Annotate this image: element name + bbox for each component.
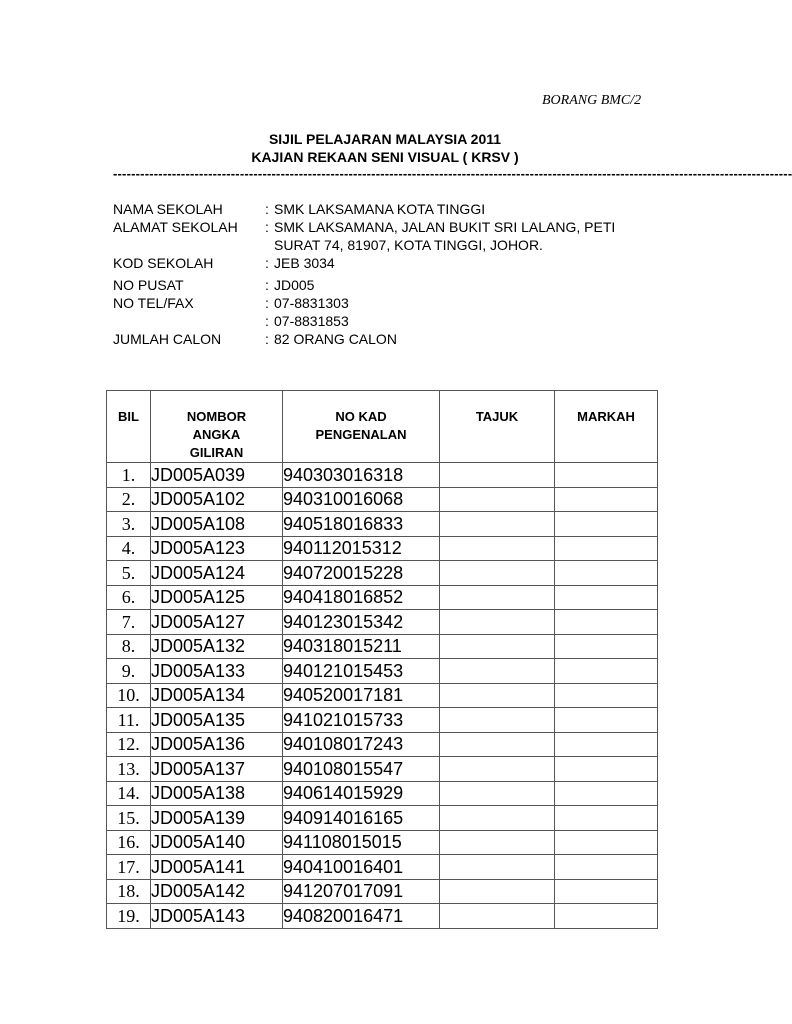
cell-no-kad-pengenalan: 940518016833	[283, 512, 440, 537]
cell-no-kad-pengenalan: 940318015211	[283, 634, 440, 659]
cell-markah	[555, 879, 658, 904]
table-body	[107, 463, 658, 929]
cell-tajuk	[440, 732, 555, 757]
colon: :	[265, 313, 269, 329]
cell-nombor-angka-giliran: JD005A140	[151, 830, 283, 855]
cell-bil: 1.	[107, 463, 151, 488]
total-label: JUMLAH CALON	[113, 331, 222, 347]
subject-title: KAJIAN REKAAN SENI VISUAL ( KRSV )	[251, 149, 519, 165]
school-info	[113, 200, 673, 348]
table-row	[107, 757, 658, 782]
form-code: BORANG BMC/2	[542, 93, 642, 108]
cell-markah	[555, 487, 658, 512]
total-row	[113, 330, 673, 348]
cell-markah	[555, 536, 658, 561]
cell-bil: 15.	[107, 806, 151, 831]
cell-nombor-angka-giliran: JD005A135	[151, 708, 283, 733]
address-value	[274, 218, 673, 254]
cell-tajuk	[440, 659, 555, 684]
table-row	[107, 879, 658, 904]
cell-no-kad-pengenalan: 940820016471	[283, 904, 440, 929]
fax-value: 07-8831853	[274, 313, 349, 329]
cell-bil: 2.	[107, 487, 151, 512]
cell-bil: 11.	[107, 708, 151, 733]
cell-markah	[555, 806, 658, 831]
table-row	[107, 855, 658, 880]
cell-tajuk	[440, 879, 555, 904]
telfax-label: NO TEL/FAX	[113, 295, 194, 311]
cell-nombor-angka-giliran: JD005A141	[151, 855, 283, 880]
tel-value: 07-8831303	[274, 295, 349, 311]
cell-tajuk	[440, 757, 555, 782]
cell-nombor-angka-giliran: JD005A143	[151, 904, 283, 929]
cell-markah	[555, 830, 658, 855]
cell-markah	[555, 781, 658, 806]
cell-no-kad-pengenalan: 941207017091	[283, 879, 440, 904]
cell-tajuk	[440, 904, 555, 929]
table-row	[107, 536, 658, 561]
cell-bil: 17.	[107, 855, 151, 880]
school-code-row	[113, 254, 673, 272]
school-code-value: JEB 3034	[274, 255, 335, 271]
cell-nombor-angka-giliran: JD005A108	[151, 512, 283, 537]
cell-nombor-angka-giliran: JD005A138	[151, 781, 283, 806]
exam-title: SIJIL PELAJARAN MALAYSIA 2011	[268, 131, 502, 147]
cell-markah	[555, 708, 658, 733]
table-row	[107, 830, 658, 855]
cell-tajuk	[440, 806, 555, 831]
table-row	[107, 781, 658, 806]
table-row	[107, 904, 658, 929]
cell-markah	[555, 585, 658, 610]
header-no-kad-pengenalan: NO KAD PENGENALAN	[283, 391, 440, 463]
header-nombor-angka-giliran: NOMBOR ANGKA GILIRAN	[151, 391, 283, 463]
cell-nombor-angka-giliran: JD005A123	[151, 536, 283, 561]
cell-bil: 12.	[107, 732, 151, 757]
header-tajuk: TAJUK	[440, 391, 555, 463]
table-row	[107, 487, 658, 512]
table-row	[107, 708, 658, 733]
cell-bil: 7.	[107, 610, 151, 635]
school-name-label: NAMA SEKOLAH	[113, 201, 223, 217]
header-markah: MARKAH	[555, 391, 658, 463]
cell-nombor-angka-giliran: JD005A137	[151, 757, 283, 782]
address-row	[113, 218, 673, 254]
table-row	[107, 561, 658, 586]
table-row	[107, 634, 658, 659]
candidate-table	[106, 390, 658, 929]
table-row	[107, 732, 658, 757]
total-value: 82 ORANG CALON	[274, 331, 397, 347]
table-row	[107, 610, 658, 635]
school-code-label: KOD SEKOLAH	[113, 255, 214, 271]
cell-tajuk	[440, 830, 555, 855]
cell-markah	[555, 561, 658, 586]
cell-markah	[555, 634, 658, 659]
cell-bil: 3.	[107, 512, 151, 537]
table-header-row	[107, 391, 658, 463]
cell-bil: 18.	[107, 879, 151, 904]
cell-nombor-angka-giliran: JD005A132	[151, 634, 283, 659]
cell-markah	[555, 512, 658, 537]
cell-nombor-angka-giliran: JD005A133	[151, 659, 283, 684]
cell-no-kad-pengenalan: 940614015929	[283, 781, 440, 806]
cell-no-kad-pengenalan: 940108017243	[283, 732, 440, 757]
colon: :	[265, 331, 269, 347]
cell-no-kad-pengenalan: 940303016318	[283, 463, 440, 488]
center-value: JD005	[274, 277, 315, 293]
cell-markah	[555, 904, 658, 929]
cell-markah	[555, 757, 658, 782]
fax-label-blank	[113, 312, 265, 330]
cell-nombor-angka-giliran: JD005A039	[151, 463, 283, 488]
address-label: ALAMAT SEKOLAH	[113, 219, 238, 235]
table-row	[107, 512, 658, 537]
cell-tajuk	[440, 536, 555, 561]
cell-tajuk	[440, 855, 555, 880]
colon: :	[265, 219, 269, 235]
colon: :	[265, 295, 269, 311]
cell-tajuk	[440, 683, 555, 708]
cell-no-kad-pengenalan: 941108015015	[283, 830, 440, 855]
cell-nombor-angka-giliran: JD005A134	[151, 683, 283, 708]
center-row	[113, 276, 673, 294]
colon: :	[265, 255, 269, 271]
cell-no-kad-pengenalan: 940410016401	[283, 855, 440, 880]
address-line-2: SURAT 74, 81907, KOTA TINGGI, JOHOR.	[274, 237, 543, 253]
tel-row	[113, 294, 673, 312]
cell-bil: 13.	[107, 757, 151, 782]
cell-bil: 8.	[107, 634, 151, 659]
table-row	[107, 585, 658, 610]
school-name-row	[113, 200, 673, 218]
cell-bil: 6.	[107, 585, 151, 610]
cell-no-kad-pengenalan: 940914016165	[283, 806, 440, 831]
table-row	[107, 806, 658, 831]
cell-no-kad-pengenalan: 940520017181	[283, 683, 440, 708]
cell-nombor-angka-giliran: JD005A127	[151, 610, 283, 635]
cell-tajuk	[440, 708, 555, 733]
table-row	[107, 659, 658, 684]
cell-no-kad-pengenalan: 940108015547	[283, 757, 440, 782]
center-label: NO PUSAT	[113, 277, 184, 293]
cell-no-kad-pengenalan: 940720015228	[283, 561, 440, 586]
header-bil: BIL	[107, 391, 151, 463]
cell-tajuk	[440, 781, 555, 806]
cell-markah	[555, 855, 658, 880]
cell-no-kad-pengenalan: 940418016852	[283, 585, 440, 610]
cell-bil: 10.	[107, 683, 151, 708]
school-name-value: SMK LAKSAMANA KOTA TINGGI	[274, 201, 486, 217]
cell-tajuk	[440, 585, 555, 610]
cell-tajuk	[440, 463, 555, 488]
cell-markah	[555, 659, 658, 684]
cell-no-kad-pengenalan: 940310016068	[283, 487, 440, 512]
cell-bil: 5.	[107, 561, 151, 586]
cell-nombor-angka-giliran: JD005A102	[151, 487, 283, 512]
cell-tajuk	[440, 487, 555, 512]
cell-bil: 4.	[107, 536, 151, 561]
cell-no-kad-pengenalan: 940121015453	[283, 659, 440, 684]
document-heading	[110, 130, 660, 166]
cell-markah	[555, 463, 658, 488]
dashed-divider: ------------------------------------------------------------------------------------------------------------------------------------------------------	[113, 166, 792, 181]
cell-nombor-angka-giliran: JD005A136	[151, 732, 283, 757]
cell-bil: 14.	[107, 781, 151, 806]
table-row	[107, 463, 658, 488]
cell-bil: 9.	[107, 659, 151, 684]
cell-nombor-angka-giliran: JD005A125	[151, 585, 283, 610]
cell-tajuk	[440, 512, 555, 537]
cell-tajuk	[440, 634, 555, 659]
cell-markah	[555, 610, 658, 635]
cell-nombor-angka-giliran: JD005A124	[151, 561, 283, 586]
table-row	[107, 683, 658, 708]
cell-bil: 19.	[107, 904, 151, 929]
cell-nombor-angka-giliran: JD005A142	[151, 879, 283, 904]
colon: :	[265, 277, 269, 293]
cell-bil: 16.	[107, 830, 151, 855]
cell-no-kad-pengenalan: 940123015342	[283, 610, 440, 635]
cell-markah	[555, 683, 658, 708]
fax-row	[113, 312, 673, 330]
cell-tajuk	[440, 561, 555, 586]
cell-no-kad-pengenalan: 940112015312	[283, 536, 440, 561]
cell-tajuk	[440, 610, 555, 635]
cell-nombor-angka-giliran: JD005A139	[151, 806, 283, 831]
cell-markah	[555, 732, 658, 757]
cell-no-kad-pengenalan: 941021015733	[283, 708, 440, 733]
colon: :	[265, 201, 269, 217]
address-line-1: SMK LAKSAMANA, JALAN BUKIT SRI LALANG, PETI	[274, 219, 616, 235]
